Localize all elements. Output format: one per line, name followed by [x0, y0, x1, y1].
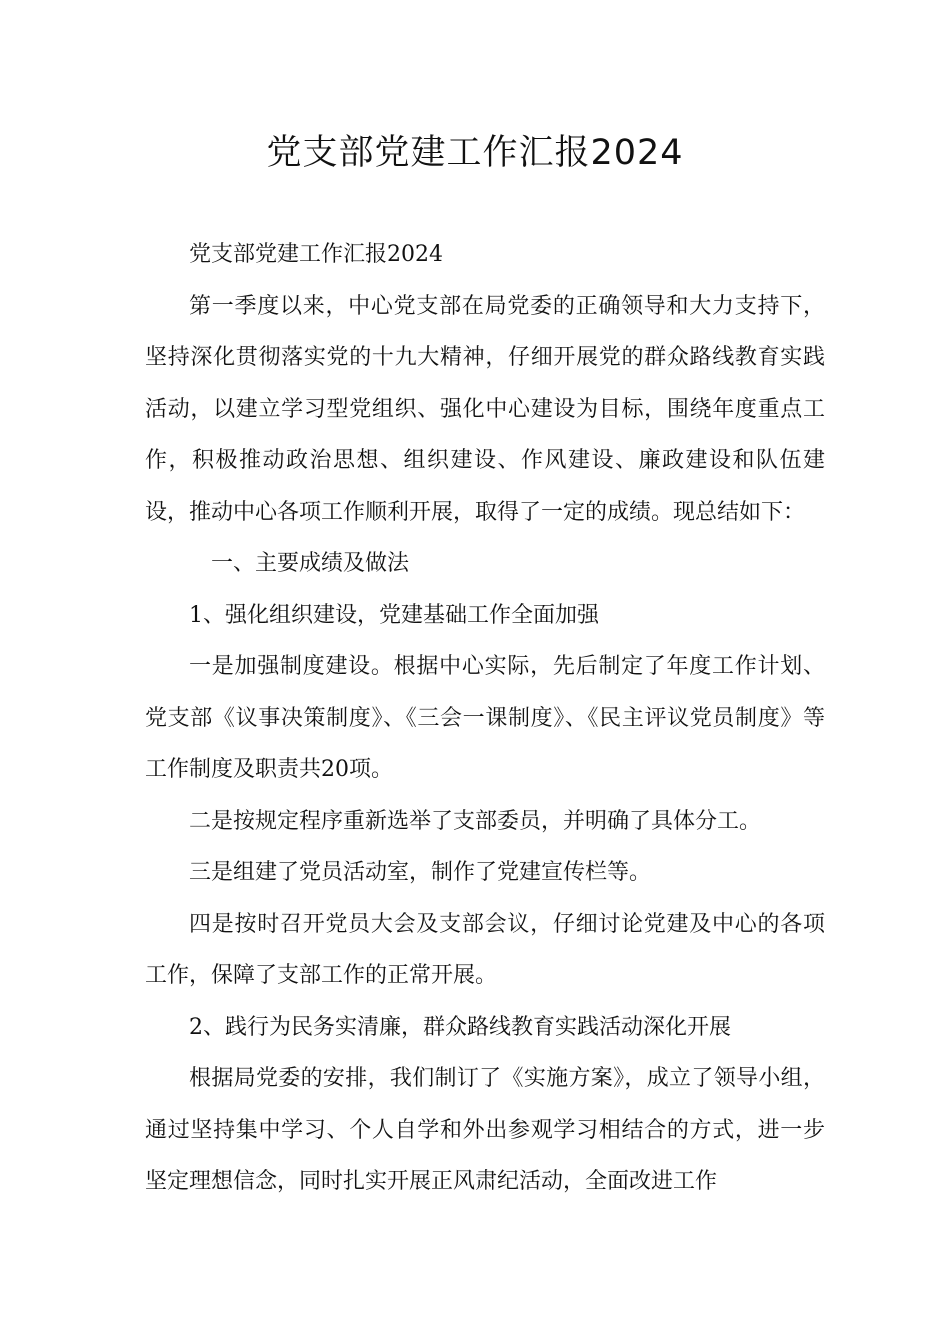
section-heading: 一、主要成绩及做法: [211, 551, 410, 576]
paragraph-intro: 第一季度以来，中心党支部在局党委的正确领导和大力支持下，坚持深化贯彻落实党的十九大精神，仔细开展党的群众路线教育实践活动，以建立学习型党组织、强化中心建设为目标，围绕年度重点工作，积极推动政治思想、组织建设、作风建设、廉政建设和队伍建设，推动中心各项工作顺利开展，取得了一定的成绩。现总结如下：: [145, 293, 825, 525]
subsection-heading: 2、践行为民务实清廉，群众路线教育实践活动深化开展: [189, 1014, 731, 1040]
paragraph-item-2: 二是按规定程序重新选举了支部委员，并明确了具体分工。: [189, 808, 762, 834]
document-body: [145, 229, 825, 1208]
paragraph-item-4: 四是按时召开党员大会及支部会议，仔细讨论党建及中心的各项工作，保障了支部工作的正常开展。: [145, 911, 825, 988]
paragraph-subtitle: 党支部党建工作汇报2024: [189, 242, 443, 267]
document-title: 党支部党建工作汇报2024: [266, 133, 684, 173]
paragraph-item-1: 一是加强制度建设。根据中心实际，先后制定了年度工作计划、党支部《议事决策制度》、《三会一课制度》、《民主评议党员制度》等工作制度及职责共20项。: [145, 654, 825, 782]
paragraph-item-3: 三是组建了党员活动室，制作了党建宣传栏等。: [189, 860, 652, 885]
paragraph-body: 根据局党委的安排，我们制订了《实施方案》，成立了领导小组，通过坚持集中学习、个人自学和外出参观学习相结合的方式，进一步坚定理想信念，同时扎实开展正风肃纪活动，全面改进工作: [145, 1066, 825, 1194]
subsection-heading: 1、强化组织建设，党建基础工作全面加强: [189, 602, 599, 628]
